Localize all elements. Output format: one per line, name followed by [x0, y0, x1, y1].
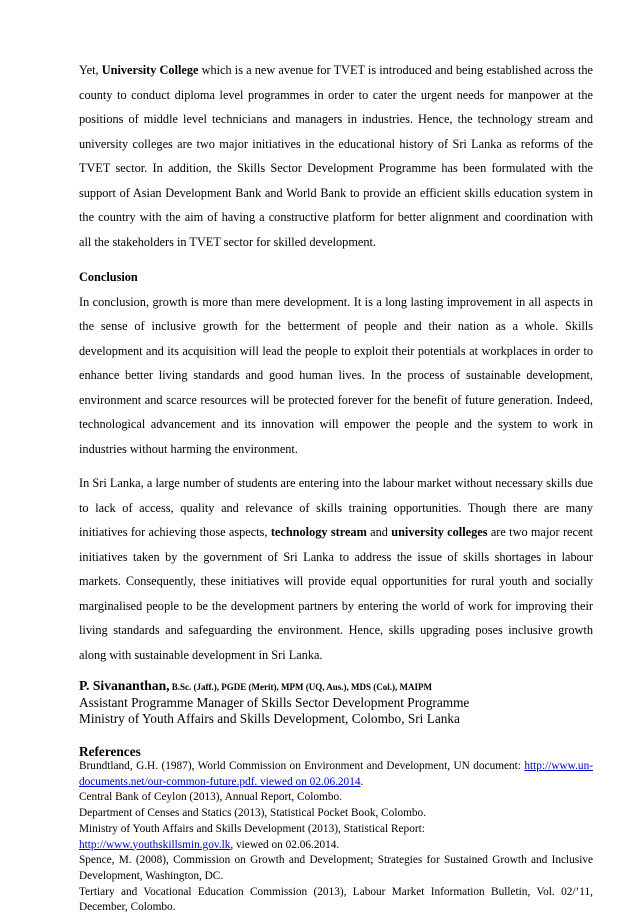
references-list — [79, 759, 593, 916]
reference-item: Tertiary and Vocational Education Commission (2013), Labour Market Information Bulletin, Vol. 02/’11, December, Colombo. — [79, 885, 593, 914]
reference-item: Central Bank of Ceylon (2013), Annual Report, Colombo. — [79, 791, 342, 804]
para3-bold-technology-stream: technology stream — [270, 525, 367, 539]
author-line — [79, 678, 593, 695]
reference-item: Department of Censes and Statics (2013), Statistical Pocket Book, Colombo. — [79, 807, 427, 820]
ref1-text: Brundtland, G.H. (1987), World Commission on Environment and Development, UN document: — [79, 760, 525, 772]
document-page — [79, 58, 593, 916]
para1-rest: which is a new avenue for TVET is introduced and being established across the county to conduct diploma level programmes in order to cater the urgent needs for manpower at the positions of middle level technicians and managers in industries. Hence, the technology stream and university colleges are two major initiatives in the educational history of Sri Lanka as reforms of the TVET sector. In addition, the Skills Sector Development Programme has been formulated with the support of Asian Development Bank and World Bank to provide an efficient skills education system in the country with the aim of having a constructive platform for better alignment and coordination with all the stakeholders in TVET sector for skilled development. — [79, 63, 593, 249]
conclusion-heading: Conclusion — [79, 270, 138, 284]
ref1-end: . — [360, 775, 364, 788]
reference-item — [79, 759, 593, 790]
para3-part1: In Sri Lanka, a large number of students are entering into the labour market without necessary skills due to lack of access, quality and relevance of skills training opportunities. Though there are many initiatives for achieving those aspects, — [79, 476, 593, 539]
ref4-end: , viewed on 02.06.2014. — [230, 838, 340, 851]
para3-bold-university-colleges: university colleges — [391, 525, 488, 539]
references-heading: References — [79, 744, 141, 759]
ref1-link[interactable]: http://www.un-documents.net/our-common-future.pdf. viewed on 02.06.2014 — [79, 760, 593, 788]
para3-part2: are two major recent initiatives taken by the government of Sri Lanka to address the issue of skills shortages in labour markets. Consequently, these initiatives will provide equal opportunities for rural youth and socially marginalised people to be the development partners by entering the world of work for improving their living standards and safeguarding the environment. Hence, skills upgrading poses inclusive growth along with sustainable development in Sri Lanka. — [79, 525, 593, 662]
reference-item: Spence, M. (2008), Commission on Growth and Development; Strategies for Sustained Growth and Inclusive Development, Washington, DC. — [79, 854, 593, 882]
author-title: Assistant Programme Manager of Skills Sector Development Programme — [79, 695, 470, 710]
para3-mid: and — [366, 525, 392, 539]
reference-item — [79, 822, 593, 853]
author-name: P. Sivananthan, — [79, 678, 170, 693]
paragraph-sri-lanka — [79, 471, 593, 667]
ref4-text: Ministry of Youth Affairs and Skills Development (2013), Statistical Report: — [79, 822, 425, 835]
paragraph-university-college — [79, 58, 593, 254]
ref4-link[interactable]: http://www.youthskillsmin.gov.lk — [79, 838, 231, 851]
author-qualifications: B.Sc. (Jaff.), PGDE (Merit), MPM (UQ, Aus.), MDS (Col.), MAIPM — [169, 682, 432, 692]
para1-intro: Yet, — [79, 63, 102, 77]
paragraph-conclusion: In conclusion, growth is more than mere development. It is a long lasting improvement in all aspects in the sense of inclusive growth for the betterment of people and their nation as a whole. Skills development and its acquisition will lead the people to exploit their potentials at workplaces in order to enhance better living standards and good human lives. In the process of sustainable development, environment and scarce resources will be protected forever for the benefit of future generation. Indeed, technological advancement and its innovation will empower the people and the system to work in industries without harming the environment. — [79, 294, 593, 456]
para1-bold-university-college: University College — [101, 63, 199, 77]
author-organization: Ministry of Youth Affairs and Skills Development, Colombo, Sri Lanka — [79, 711, 460, 726]
